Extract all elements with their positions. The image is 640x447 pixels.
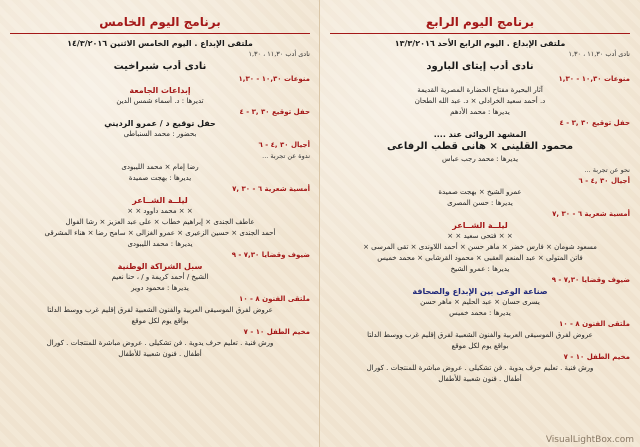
- day4-line: يسرى حسان × عبد الحليم × ماهر حسن: [420, 298, 540, 306]
- day4-line: ملتقى الإبداع . اليوم الرابع الأحد ١٣/٣/٢٠١٦: [394, 39, 566, 48]
- day4-line: منوعات ١٠,٣٠ - ١,٣٠: [558, 75, 630, 83]
- day4-line: عروض لفرق الموسيقى العربية والفنون الشعبية لفرق إقليم غرب ووسط الدلتا: [367, 331, 593, 339]
- day5-line: حفل توقيع د / عمرو الرديني: [104, 119, 216, 128]
- day4-line: نادى أدب إيتاى البارود: [426, 61, 534, 72]
- day4-header: [330, 0, 630, 34]
- day5-line: سبل الشراكة الوطنية: [117, 262, 203, 271]
- day4-line: عمرو الشيخ × بهجت صميدة: [438, 188, 522, 196]
- day5-line: × × محمد داوود × ×: [127, 207, 193, 215]
- day5-body: [10, 38, 310, 360]
- day4-title: برنامج اليوم الرابع: [425, 15, 535, 29]
- day4-line: نحو عن تجربة ...: [584, 166, 630, 174]
- day4-line: د. أحمد سعيد الخرادلى × د. عبد الله الطحان: [414, 97, 546, 105]
- day5-line: منوعات ١٠,٣٠ - ١,٣٠: [238, 75, 310, 83]
- day5-line: عروض لفرق الموسيقى العربية والفنون الشعبية لفرق إقليم غرب ووسط الدلتا: [47, 306, 273, 314]
- day4-line: محمود القلينى × هانى قطب الرفاعى: [386, 141, 574, 152]
- day5-title: برنامج اليوم الخامس: [99, 15, 221, 29]
- day4-line: يديرها : محمد الأدهم: [450, 108, 510, 116]
- day5-line: يديرها : محمد الليبودى: [127, 240, 193, 248]
- day4-line: مخيم الطفل ١٠ - ٧: [563, 353, 630, 361]
- day5-line: مخيم الطفل ١٠ - ٧: [243, 328, 310, 336]
- day4-line: ملتقى الفنون ٨ - ١٠: [559, 320, 630, 328]
- day5-line: نادى أدب ١١,٣٠ ، ١,٣٠: [248, 50, 310, 58]
- watermark: VisualLightBox.com: [545, 435, 634, 445]
- day4-line: مسعود شومان × فارس خضر × ماهر حسن × أحمد اللاوندى × تقى المرسى ×: [363, 243, 597, 251]
- day4-line: ورش فنية . تعليم حرف يدوية . فن تشكيلى . عروض مباشرة للمنتجات . كورال: [366, 364, 594, 372]
- day5-line: يديرها : بهجت صميدة: [128, 174, 192, 182]
- day4-line: نادى أدب ١١,٣٠ ، ١,٣٠: [568, 50, 630, 58]
- day5-line: عاطف الجندى × إبراهيم خطاب × على عبد العزيز × رشا الفوال: [65, 218, 255, 226]
- day4-line: صناعة الوعى بين الإبداع والصحافة: [412, 287, 548, 296]
- day4-line: يديرها : محمد رجب عباس: [441, 155, 519, 163]
- day5-line: يديرها : محمود دوير: [131, 284, 189, 292]
- day5-line: ندوة عن تجربة ...: [262, 152, 310, 160]
- day5-line: حفل توقيع ٣٠ ,٣ - ٤: [239, 108, 310, 116]
- day4-line: × × فتحى سعيد × ×: [447, 232, 513, 240]
- day4-line: ليلــة الشــاعر: [452, 221, 508, 230]
- day5-line: نادى أدب شبراخيت: [113, 61, 207, 72]
- day5-line: تديرها : د. أسماء شمس الدين: [116, 97, 204, 105]
- day4-line: يديرها : حسن المصرى: [447, 199, 513, 207]
- day5-column: [10, 0, 310, 447]
- page-day4: [319, 0, 640, 447]
- day5-line: ورش فنية . تعليم حرف يدوية . فن تشكيلى . عروض مباشرة للمنتجات . كورال: [46, 339, 274, 347]
- day4-body: [330, 38, 630, 385]
- day4-line: المشهد الروائى عند ....: [433, 130, 527, 139]
- day4-line: حفل توقيع ٣٠ ,٣ - ٤: [559, 119, 630, 127]
- day4-line: آثار البحيرة مفتاح الحضارة المصرية القديمة: [417, 86, 543, 94]
- day5-line: ملتقى الإبداع . اليوم الخامس الاثنين ١٤/٣/٢٠١٦: [67, 39, 253, 48]
- day5-line: أجيال ٣٠ ,٤ - ٦: [258, 141, 310, 149]
- day4-column: [330, 0, 630, 447]
- day4-line: يديرها : محمد خميس: [449, 309, 511, 317]
- day5-line: بواقع يوم لكل موقع: [131, 317, 189, 325]
- day5-line: إبداعات الجامعة: [129, 86, 191, 95]
- day5-line: الشيخ / أحمد كريمة و / ، حنا نعيم: [111, 273, 209, 281]
- day5-line: رضا إمام × محمد الليبودى: [121, 163, 199, 171]
- day5-line: بحضور : محمد السنباطى: [123, 130, 197, 138]
- day5-header: [10, 0, 310, 34]
- day4-line: أطفال . فنون شعبية للأطفال: [438, 375, 522, 383]
- day5-line: أطفال . فنون شعبية للأطفال: [118, 350, 202, 358]
- day5-line: أمسية شعرية ٦ - ٣٠ ,٧: [232, 185, 310, 193]
- day5-line: ضيوف وقضايا ٧,٣٠ - ٩: [231, 251, 310, 259]
- day4-line: يديرها : عمرو الشيخ: [450, 265, 510, 273]
- day4-line: أجيال ٣٠ ,٤ - ٦: [578, 177, 630, 185]
- day5-line: أحمد الجندى × حسين الزعيرى × عمرو الغزالى × سامح رضا × هناء المشرقى: [44, 229, 276, 237]
- day4-line: فاتن المتولى × عبد المنعم العقبى × محمود القرشابى × محمد خميس: [377, 254, 583, 262]
- day4-line: ضيوف وقضايا ٧,٣٠ - ٩: [551, 276, 630, 284]
- day5-line: ليلــة الشــاعر: [132, 196, 188, 205]
- day4-line: أمسية شعرية ٦ - ٣٠ ,٧: [552, 210, 630, 218]
- day5-line: ملتقى الفنون ٨ - ١٠: [239, 295, 310, 303]
- day4-line: بواقع يوم لكل موقع: [451, 342, 509, 350]
